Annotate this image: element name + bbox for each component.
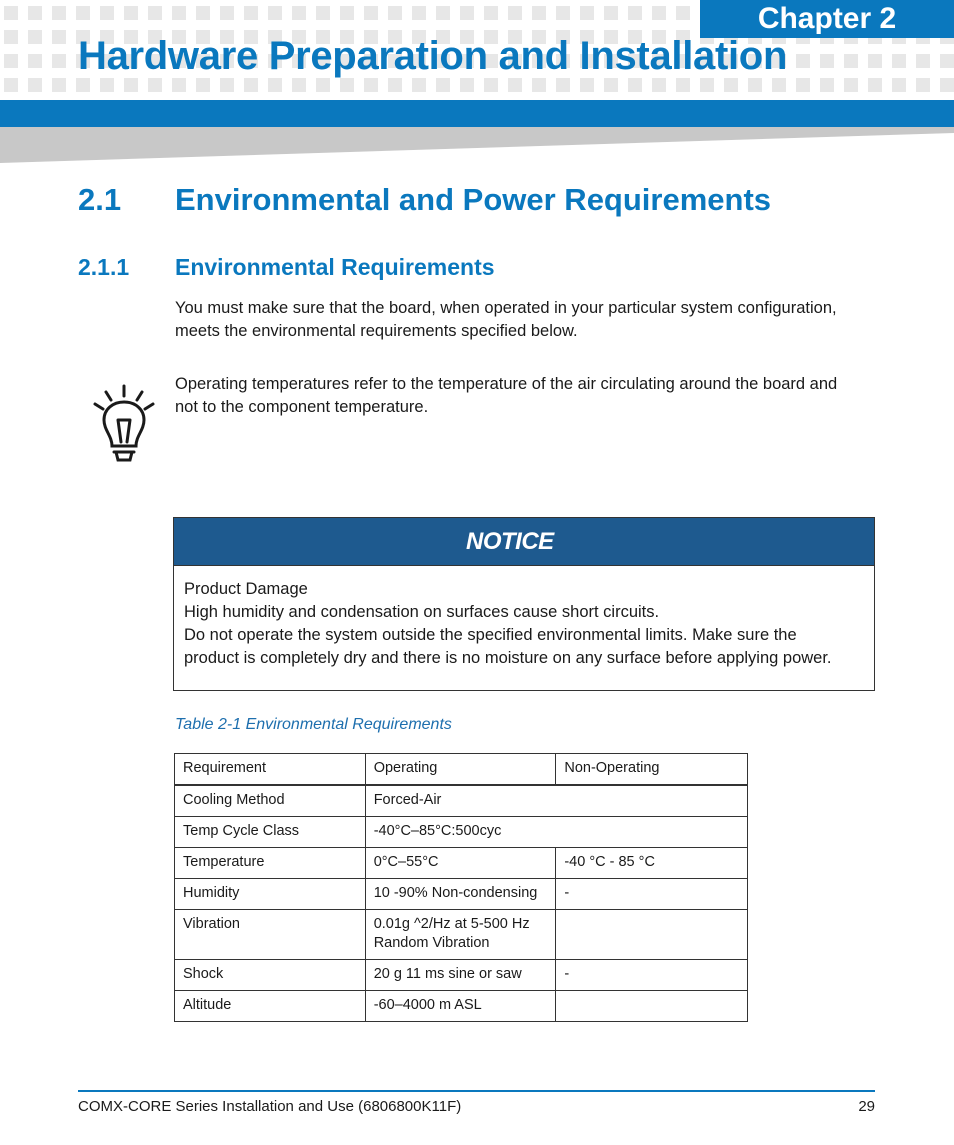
notice-body	[174, 566, 874, 670]
pattern-dot	[28, 30, 42, 44]
pattern-dot	[196, 78, 210, 92]
pattern-dot	[28, 78, 42, 92]
table-row	[175, 960, 748, 991]
pattern-dot	[412, 78, 426, 92]
intro-line: meets the environmental requirements specified below.	[175, 322, 578, 340]
pattern-dot	[172, 6, 186, 20]
section-heading	[78, 182, 772, 218]
pattern-dot	[532, 6, 546, 20]
pattern-dot	[508, 78, 522, 92]
notice-line: product is completely dry and there is no moisture on any surface before applying power.	[184, 649, 832, 667]
section-title: Environmental and Power Requirements	[175, 182, 772, 217]
pattern-dot	[52, 30, 66, 44]
cell-non-operating: -	[556, 879, 748, 910]
pattern-dot	[916, 54, 930, 68]
pattern-dot	[892, 54, 906, 68]
pattern-dot	[52, 6, 66, 20]
tip-line: Operating temperatures refer to the temperature of the air circulating around the board and	[175, 375, 838, 393]
cell-requirement: Vibration	[175, 910, 366, 960]
subsection-title: Environmental Requirements	[175, 254, 495, 280]
table-row	[175, 785, 748, 817]
header-band	[0, 100, 954, 127]
pattern-dot	[724, 78, 738, 92]
pattern-dot	[820, 54, 834, 68]
pattern-dot	[508, 6, 522, 20]
pattern-dot	[556, 6, 570, 20]
pattern-dot	[100, 78, 114, 92]
pattern-dot	[868, 54, 882, 68]
table-caption: Table 2-1 Environmental Requirements	[175, 716, 452, 733]
pattern-dot	[388, 78, 402, 92]
pattern-dot	[532, 78, 546, 92]
cell-operating: Forced-Air	[365, 785, 747, 817]
pattern-dot	[652, 6, 666, 20]
subsection-heading	[78, 254, 495, 281]
pattern-dot	[748, 78, 762, 92]
pattern-dot	[580, 78, 594, 92]
cell-operating-line: Random Vibration	[373, 935, 490, 951]
lightbulb-icon	[92, 384, 156, 464]
pattern-dot	[268, 78, 282, 92]
pattern-dot	[52, 54, 66, 68]
cell-operating	[365, 910, 556, 960]
table-row	[175, 910, 748, 960]
pattern-dot	[484, 78, 498, 92]
pattern-dot	[484, 6, 498, 20]
pattern-dot	[700, 78, 714, 92]
pattern-dot	[364, 6, 378, 20]
pattern-dot	[76, 6, 90, 20]
cell-operating: 0°C–55°C	[365, 848, 556, 879]
tip-line: not to the component temperature.	[175, 398, 429, 416]
pattern-dot	[772, 78, 786, 92]
cell-non-operating: -	[556, 960, 748, 991]
table-row	[175, 817, 748, 848]
chapter-tab: Chapter 2	[700, 0, 954, 38]
tip-paragraph	[175, 373, 875, 419]
cell-requirement: Shock	[175, 960, 366, 991]
header-shadow-wedge	[0, 127, 954, 163]
notice-label: NOTICE	[466, 528, 554, 555]
pattern-dot	[220, 78, 234, 92]
table-row	[175, 991, 748, 1022]
pattern-dot	[412, 6, 426, 20]
cell-operating: -40°C–85°C:500cyc	[365, 817, 747, 848]
subsection-number: 2.1.1	[78, 254, 130, 280]
pattern-dot	[148, 78, 162, 92]
footer-rule	[78, 1090, 875, 1092]
table-row	[175, 848, 748, 879]
pattern-dot	[100, 6, 114, 20]
footer-document-title: COMX-CORE Series Installation and Use (6806800K11F)	[78, 1098, 462, 1115]
intro-paragraph	[175, 297, 875, 343]
pattern-dot	[844, 78, 858, 92]
pattern-dot	[4, 30, 18, 44]
pattern-dot	[364, 78, 378, 92]
pattern-dot	[292, 6, 306, 20]
pattern-dot	[892, 78, 906, 92]
pattern-dot	[796, 54, 810, 68]
cell-requirement: Altitude	[175, 991, 366, 1022]
cell-requirement: Temperature	[175, 848, 366, 879]
notice-line: Do not operate the system outside the specified environmental limits. Make sure the	[184, 626, 797, 644]
pattern-dot	[844, 54, 858, 68]
cell-operating: -60–4000 m ASL	[365, 991, 556, 1022]
pattern-dot	[628, 6, 642, 20]
cell-requirement: Cooling Method	[175, 785, 366, 817]
cell-operating: 20 g 11 ms sine or saw	[365, 960, 556, 991]
pattern-dot	[52, 78, 66, 92]
pattern-dot	[220, 6, 234, 20]
pattern-dot	[820, 78, 834, 92]
pattern-dot	[316, 78, 330, 92]
pattern-dot	[436, 78, 450, 92]
pattern-dot	[124, 6, 138, 20]
cell-requirement: Humidity	[175, 879, 366, 910]
footer-page-number: 29	[858, 1098, 875, 1115]
pattern-dot	[676, 78, 690, 92]
table-header-row	[175, 754, 748, 786]
cell-non-operating	[556, 991, 748, 1022]
cell-operating: 10 -90% Non-condensing	[365, 879, 556, 910]
pattern-dot	[940, 78, 954, 92]
notice-box	[173, 517, 875, 691]
chapter-title: Hardware Preparation and Installation	[78, 34, 788, 78]
pattern-dot	[940, 54, 954, 68]
pattern-dot	[796, 78, 810, 92]
pattern-dot	[388, 6, 402, 20]
pattern-dot	[4, 6, 18, 20]
pattern-dot	[292, 78, 306, 92]
notice-line: Product Damage	[184, 580, 308, 598]
pattern-dot	[28, 54, 42, 68]
pattern-dot	[172, 78, 186, 92]
pattern-dot	[244, 6, 258, 20]
cell-non-operating: -40 °C - 85 °C	[556, 848, 748, 879]
pattern-dot	[628, 78, 642, 92]
notice-line: High humidity and condensation on surfaces cause short circuits.	[184, 603, 660, 621]
pattern-dot	[604, 78, 618, 92]
environmental-requirements-table	[174, 753, 748, 1022]
pattern-dot	[460, 78, 474, 92]
pattern-dot	[676, 6, 690, 20]
pattern-dot	[340, 78, 354, 92]
pattern-dot	[76, 78, 90, 92]
pattern-dot	[916, 78, 930, 92]
table-row	[175, 879, 748, 910]
section-number: 2.1	[78, 182, 122, 217]
pattern-dot	[148, 6, 162, 20]
pattern-dot	[868, 78, 882, 92]
pattern-dot	[28, 6, 42, 20]
pattern-dot	[604, 6, 618, 20]
pattern-dot	[124, 78, 138, 92]
column-header-non-operating: Non-Operating	[556, 754, 748, 786]
pattern-dot	[556, 78, 570, 92]
column-header-requirement: Requirement	[175, 754, 366, 786]
pattern-dot	[340, 6, 354, 20]
pattern-dot	[580, 6, 594, 20]
pattern-dot	[436, 6, 450, 20]
cell-requirement: Temp Cycle Class	[175, 817, 366, 848]
cell-non-operating	[556, 910, 748, 960]
pattern-dot	[316, 6, 330, 20]
pattern-dot	[460, 6, 474, 20]
column-header-operating: Operating	[365, 754, 556, 786]
notice-header	[174, 518, 874, 566]
pattern-dot	[268, 6, 282, 20]
pattern-dot	[196, 6, 210, 20]
pattern-dot	[652, 78, 666, 92]
pattern-dot	[244, 78, 258, 92]
intro-line: You must make sure that the board, when operated in your particular system configuration,	[175, 299, 837, 317]
pattern-dot	[4, 78, 18, 92]
pattern-dot	[4, 54, 18, 68]
cell-operating-line: 0.01g ^2/Hz at 5-500 Hz	[373, 916, 530, 932]
